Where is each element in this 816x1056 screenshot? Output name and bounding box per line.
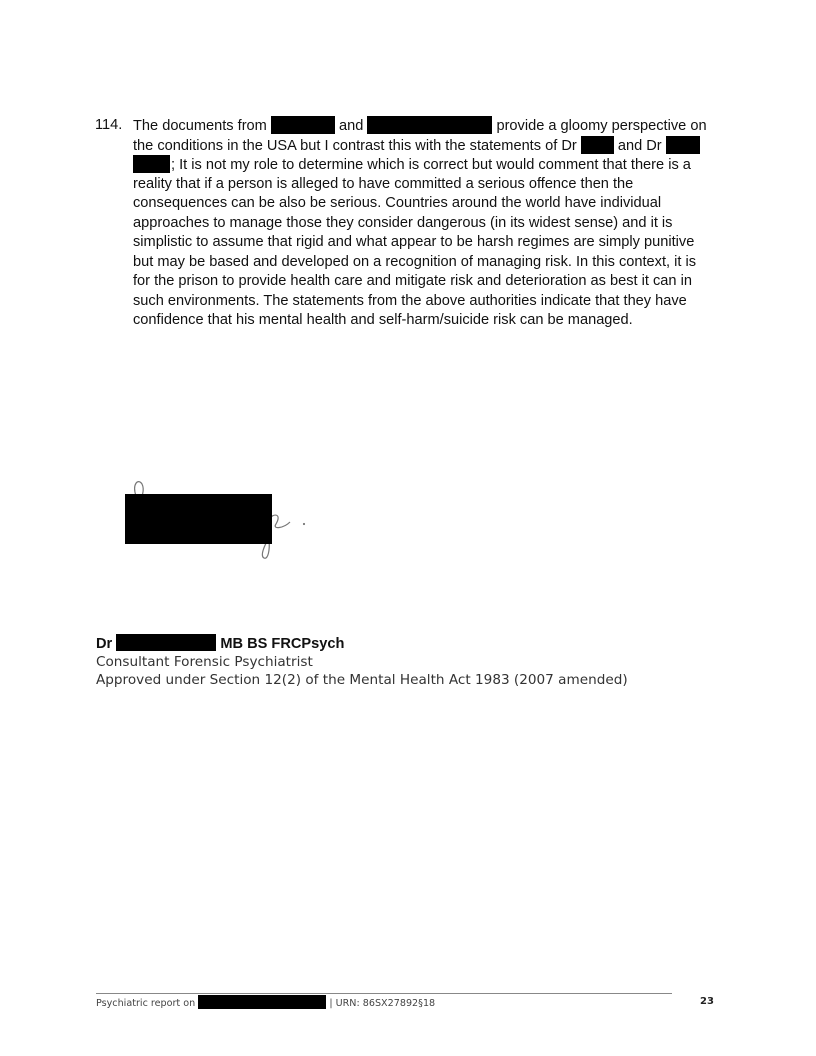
paragraph-number: 114. (95, 117, 123, 133)
signature-redaction (125, 494, 272, 544)
name-prefix: Dr (96, 636, 113, 652)
handwritten-signature (118, 474, 318, 564)
paragraph-line: consequences can be also be serious. Countries around the world have individual (133, 195, 662, 211)
footer-urn: | URN: 86SX27892§18 (329, 998, 436, 1009)
paragraph-114 (95, 116, 720, 331)
redaction-box (367, 116, 492, 134)
paragraph-line: such environments. The statements from the above authorities indicate that they have (133, 292, 687, 309)
line-text: and (338, 118, 364, 134)
redaction-box (198, 995, 326, 1009)
paragraph-text (133, 116, 720, 331)
footer-report-label: Psychiatric report on (96, 998, 196, 1009)
paragraph-line (133, 136, 720, 156)
paragraph-line: reality that if a person is alleged to have committed a serious offence then the (133, 175, 634, 192)
footer-divider (96, 993, 672, 994)
signatory-name (96, 634, 628, 653)
paragraph-line (133, 116, 720, 136)
qualifications: MB BS FRCPsych (220, 636, 345, 652)
redaction-box (666, 136, 700, 154)
signatory-role: Consultant Forensic Psychiatrist (96, 654, 313, 670)
line-text: and Dr (617, 137, 662, 154)
line-text: provide a gloomy perspective on (496, 118, 707, 134)
signatory-approval: Approved under Section 12(2) of the Mental Health Act 1983 (2007 amended) (96, 672, 628, 688)
line-text: ; It is not my role to determine which is correct but would comment that there is a (171, 157, 691, 173)
paragraph-line: for the prison to provide health care and mitigate risk and deterioration as best it can in (133, 273, 692, 289)
paragraph-line: approaches to manage those they consider dangerous (in its widest sense) and it is (133, 214, 673, 231)
footer (96, 995, 435, 1011)
line-text: the conditions in the USA but I contrast this with the statements of Dr (133, 137, 577, 154)
signatory-block (96, 634, 628, 689)
redaction-box (271, 116, 335, 134)
paragraph-line: but may be based and developed on a recognition of managing risk. In this context, it is (133, 253, 697, 270)
paragraph-line (133, 155, 720, 175)
paragraph-line: simplistic to assume that rigid and what appear to be harsh regimes are simply punitive (133, 234, 695, 250)
redaction-box (116, 634, 216, 651)
line-text: The documents from (133, 118, 267, 134)
paragraph-line: confidence that his mental health and self-harm/suicide risk can be managed. (133, 312, 633, 328)
page-number: 23 (700, 996, 714, 1007)
redaction-box (581, 136, 614, 154)
redaction-box (133, 155, 170, 173)
